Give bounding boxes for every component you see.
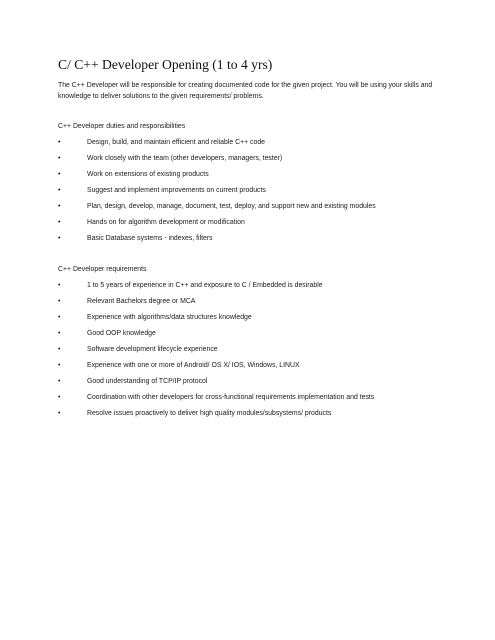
list-item-text: Hands on for algorithm development or modification xyxy=(87,219,245,226)
list-item-text: Basic Database systems - indexes, filters xyxy=(87,235,213,242)
bullet-icon: • xyxy=(58,203,61,210)
list-item-text: Experience with one or more of Android/ OS X/ IOS, Windows, LINUX xyxy=(87,362,300,369)
duties-list xyxy=(58,138,438,244)
duties-section xyxy=(58,122,438,244)
list-item xyxy=(58,345,438,355)
list-item xyxy=(58,186,438,196)
bullet-icon: • xyxy=(58,394,61,401)
list-item xyxy=(58,234,438,244)
list-item-text: Good OOP knowledge xyxy=(87,330,156,337)
list-item-text: Relevant Bachelors degree or MCA xyxy=(87,298,196,305)
bullet-icon: • xyxy=(58,171,61,178)
list-item xyxy=(58,281,438,291)
list-item-text: Coordination with other developers for cross-functional requirements implementation and tests xyxy=(87,394,375,401)
bullet-icon: • xyxy=(58,362,61,369)
intro-paragraph: The C++ Developer will be responsible for creating documented code for the given project. You will be using your skills and knowledge to deliver solutions to the given requirements/ problems. xyxy=(58,82,433,100)
list-item xyxy=(58,138,438,148)
bullet-icon: • xyxy=(58,346,61,353)
document-page xyxy=(58,56,438,425)
list-item xyxy=(58,170,438,180)
list-item-text: Work on extensions of existing products xyxy=(87,171,209,178)
bullet-icon: • xyxy=(58,378,61,385)
bullet-icon: • xyxy=(58,155,61,162)
bullet-icon: • xyxy=(58,330,61,337)
bullet-icon: • xyxy=(58,410,61,417)
bullet-icon: • xyxy=(58,298,61,305)
requirements-heading: C++ Developer requirements xyxy=(58,266,147,273)
bullet-icon: • xyxy=(58,282,61,289)
list-item xyxy=(58,329,438,339)
list-item xyxy=(58,297,438,307)
requirements-section xyxy=(58,265,438,419)
list-item-text: 1 to 5 years of experience in C++ and exposure to C / Embedded is desirable xyxy=(87,282,323,289)
list-item xyxy=(58,313,438,323)
bullet-icon: • xyxy=(58,235,61,242)
list-item xyxy=(58,202,438,212)
list-item-text: Experience with algorithms/data structures knowledge xyxy=(87,314,252,321)
list-item-text: Plan, design, develop, manage, document, test, deploy, and support new and existing modules xyxy=(87,203,376,210)
list-item-text: Software development lifecycle experience xyxy=(87,346,218,353)
list-item xyxy=(58,409,438,419)
duties-heading: C++ Developer duties and responsibilities xyxy=(58,123,186,130)
list-item xyxy=(58,154,438,164)
list-item xyxy=(58,361,438,371)
bullet-icon: • xyxy=(58,187,61,194)
bullet-icon: • xyxy=(58,219,61,226)
requirements-list xyxy=(58,281,438,419)
bullet-icon: • xyxy=(58,314,61,321)
list-item-text: Design, build, and maintain efficient and reliable C++ code xyxy=(87,139,265,146)
list-item-text: Resolve issues proactively to deliver high quality modules/subsystems/ products xyxy=(87,410,332,417)
page-title: C/ C++ Developer Opening (1 to 4 yrs) xyxy=(58,57,273,72)
list-item-text: Good understanding of TCP/IP protocol xyxy=(87,378,208,385)
list-item-text: Suggest and implement improvements on current products xyxy=(87,187,266,194)
list-item xyxy=(58,393,438,403)
list-item xyxy=(58,218,438,228)
list-item-text: Work closely with the team (other developers, managers, tester) xyxy=(87,155,283,162)
list-item xyxy=(58,377,438,387)
bullet-icon: • xyxy=(58,139,61,146)
